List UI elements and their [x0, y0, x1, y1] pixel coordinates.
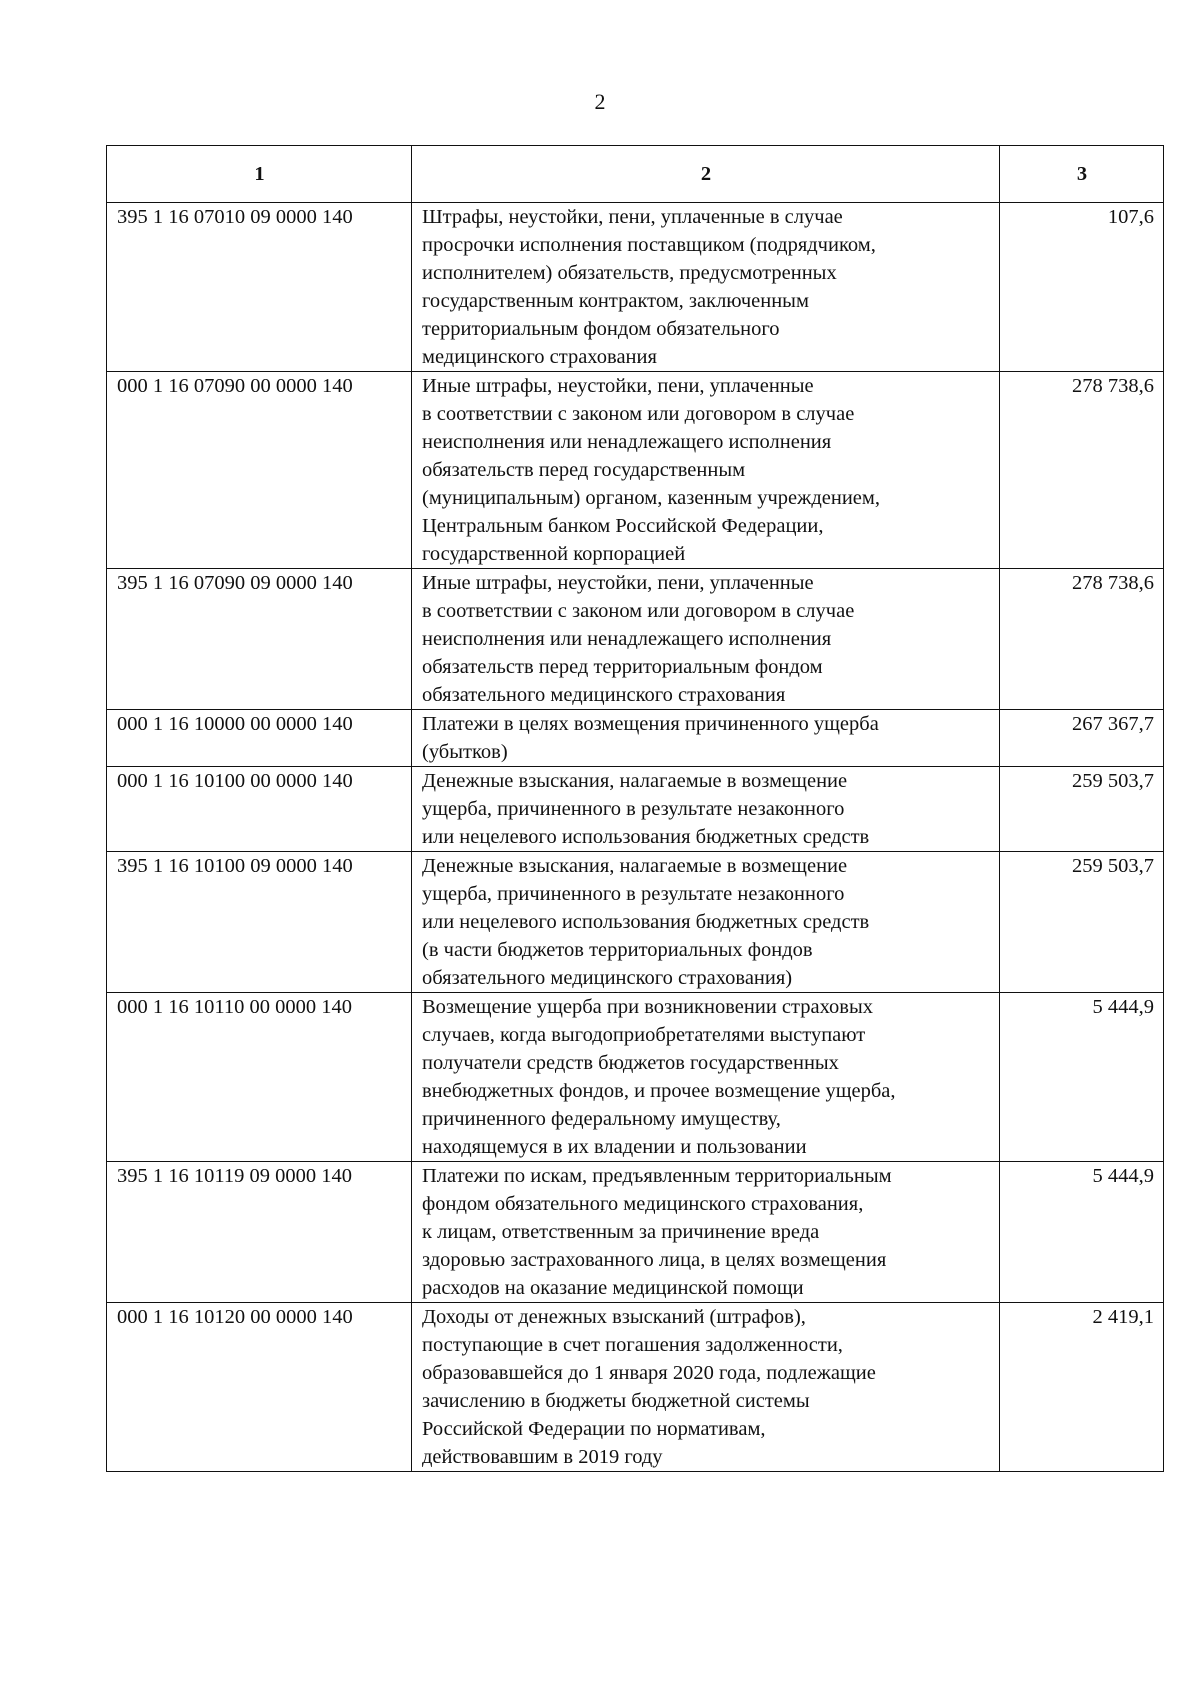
row-description: Штрафы, неустойки, пени, уплаченные в случае просрочки исполнения поставщиком (подрядчиком, исполнителем) обязательств, предусмотренных государственным контрактом, заключенным территориальным фондом обязательного медицинского страхования	[412, 203, 1000, 372]
row-description: Денежные взыскания, налагаемые в возмещение ущерба, причиненного в результате незаконного или нецелевого использования бюджетных средств	[412, 767, 1000, 852]
row-description: Иные штрафы, неустойки, пени, уплаченные в соответствии с законом или договором в случае неисполнения или ненадлежащего исполнения обязательств перед государственным (муниципальным) органом, казенным учреждением, Центральным банком Российской Федерации, государственной корпорацией	[412, 372, 1000, 569]
row-amount: 259 503,7	[1000, 767, 1164, 852]
table-header-row	[107, 146, 1164, 203]
table-row	[107, 1303, 1164, 1472]
row-amount: 267 367,7	[1000, 710, 1164, 767]
page-number: 2	[594, 89, 606, 114]
table-row	[107, 1162, 1164, 1303]
row-description: Платежи по искам, предъявленным территориальным фондом обязательного медицинского страхования, к лицам, ответственным за причинение вреда здоровью застрахованного лица, в целях возмещения расходов на оказание медицинской помощи	[412, 1162, 1000, 1303]
row-code: 000 1 16 10000 00 0000 140	[107, 710, 412, 767]
row-description: Платежи в целях возмещения причиненного ущерба (убытков)	[412, 710, 1000, 767]
budget-table	[106, 145, 1164, 1472]
row-amount: 5 444,9	[1000, 993, 1164, 1162]
table-row	[107, 372, 1164, 569]
row-code: 395 1 16 10119 09 0000 140	[107, 1162, 412, 1303]
row-code: 395 1 16 10100 09 0000 140	[107, 852, 412, 993]
row-code: 000 1 16 07090 00 0000 140	[107, 372, 412, 569]
row-code: 395 1 16 07090 09 0000 140	[107, 569, 412, 710]
table-row	[107, 993, 1164, 1162]
row-amount: 259 503,7	[1000, 852, 1164, 993]
column-header-code: 1	[107, 146, 412, 203]
column-header-description: 2	[412, 146, 1000, 203]
table-row	[107, 569, 1164, 710]
row-amount: 278 738,6	[1000, 569, 1164, 710]
row-code: 000 1 16 10100 00 0000 140	[107, 767, 412, 852]
row-description: Иные штрафы, неустойки, пени, уплаченные в соответствии с законом или договором в случае неисполнения или ненадлежащего исполнения обязательств перед территориальным фондом обязательного медицинского страхования	[412, 569, 1000, 710]
row-description: Доходы от денежных взысканий (штрафов), поступающие в счет погашения задолженности, образовавшейся до 1 января 2020 года, подлежащие зачислению в бюджеты бюджетной системы Российской Федерации по нормативам, действовавшим в 2019 году	[412, 1303, 1000, 1472]
table-row	[107, 203, 1164, 372]
column-header-amount: 3	[1000, 146, 1164, 203]
row-amount: 278 738,6	[1000, 372, 1164, 569]
row-amount: 107,6	[1000, 203, 1164, 372]
row-code: 000 1 16 10110 00 0000 140	[107, 993, 412, 1162]
row-code: 000 1 16 10120 00 0000 140	[107, 1303, 412, 1472]
table-row	[107, 710, 1164, 767]
row-code: 395 1 16 07010 09 0000 140	[107, 203, 412, 372]
row-amount: 5 444,9	[1000, 1162, 1164, 1303]
table-row	[107, 852, 1164, 993]
row-description: Возмещение ущерба при возникновении страховых случаев, когда выгодоприобретателями выступают получатели средств бюджетов государственных внебюджетных фондов, и прочее возмещение ущерба, причиненного федеральному имуществу, находящемуся в их владении и пользовании	[412, 993, 1000, 1162]
row-description: Денежные взыскания, налагаемые в возмещение ущерба, причиненного в результате незаконного или нецелевого использования бюджетных средств (в части бюджетов территориальных фондов обязательного медицинского страхования)	[412, 852, 1000, 993]
row-amount: 2 419,1	[1000, 1303, 1164, 1472]
table-row	[107, 767, 1164, 852]
